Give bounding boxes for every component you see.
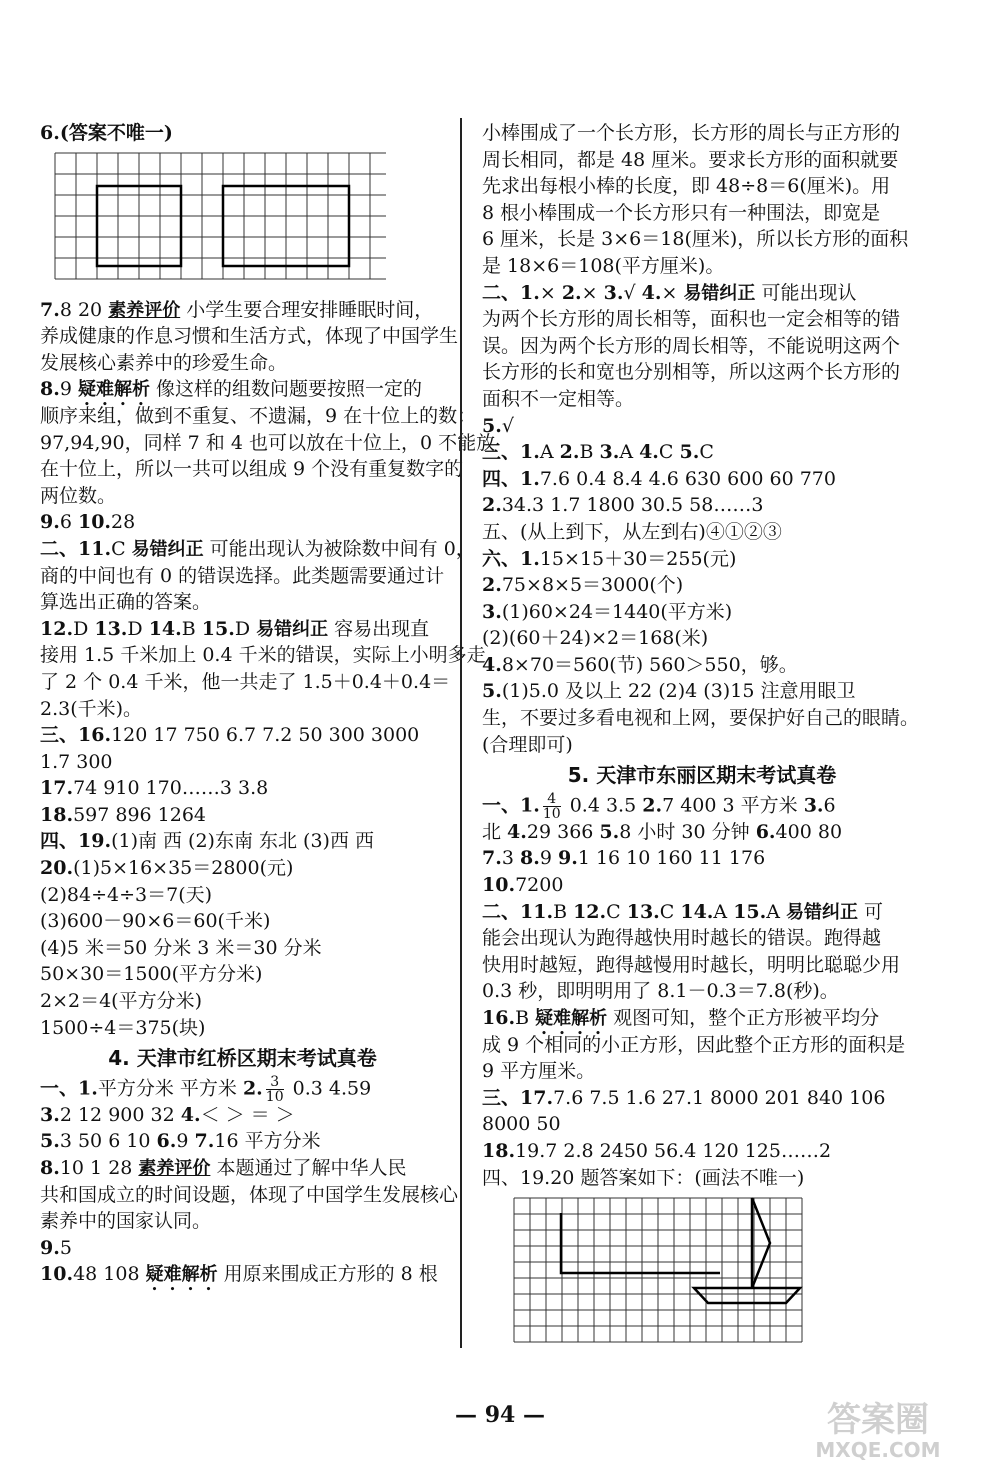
answer-line: 9.6 10.28 xyxy=(40,511,136,534)
left-answers-block-1 xyxy=(40,297,496,1042)
answer-line: 18.597 896 1264 xyxy=(40,803,207,826)
answer-line: 快用时越短，跑得越慢用时越长，明明比聪聪少用 xyxy=(482,953,901,976)
answer-line: 1500÷4＝375(块) xyxy=(40,1016,206,1039)
answer-line: (2)(60＋24)×2＝168(米) xyxy=(482,627,709,650)
answer-line: 养成健康的作息习惯和生活方式，体现了中国学生 xyxy=(40,325,459,348)
drawn-figure-trapezoid xyxy=(694,1288,800,1303)
answer-line: 了 2 个 0.4 千米，他一共走了 1.5＋0.4＋0.4＝ xyxy=(40,670,451,693)
left-column xyxy=(40,120,496,1288)
answer-line: 面积不一定相等。 xyxy=(482,387,635,410)
answer-line: 8.10 1 28 素养评价 本题通过了解中华人民 xyxy=(40,1157,407,1179)
answer-line: 两位数。 xyxy=(40,484,117,507)
answer-line: 6 厘米，长是 3×6＝18(厘米)，所以长方形的面积 xyxy=(482,228,909,251)
answer-line: 50×30＝1500(平方分米) xyxy=(40,963,263,986)
answer-line: 2.75×8×5＝3000(个) xyxy=(482,574,684,597)
column-divider xyxy=(460,118,462,1348)
answer-line: 能会出现认为跑得越快用时越长的错误。跑得越 xyxy=(482,927,882,950)
section-4-first-line: 一、1.平方分米 平方米 2. $\frac{3}{10}$ 0.3 4.59 xyxy=(40,1074,372,1106)
answer-line: 生，不要过多看电视和上网，要保护好自己的眼睛。 xyxy=(482,707,920,730)
answer-line: 5.(1)5.0 及以上 22 (2)4 (3)15 注意用眼卫 xyxy=(482,680,856,703)
answer-line: 9 平方厘米。 xyxy=(482,1060,596,1083)
answer-line: 在十位上，所以一共可以组成 9 个没有重复数字的 xyxy=(40,458,464,481)
right-column xyxy=(482,120,922,1351)
section-5-heading: 5. 天津市东丽区期末考试真卷 xyxy=(567,763,837,788)
answer-line: 五、(从上到下，从左到右)④①②③ xyxy=(482,520,782,543)
watermark-logo xyxy=(778,1395,978,1465)
answer-line: 1.7 300 xyxy=(40,750,113,773)
answer-line: 17.74 910 170……3 3.8 xyxy=(40,777,269,800)
answer-line: 18.19.7 2.8 2450 56.4 120 125……2 xyxy=(482,1139,832,1162)
answer-line: 二、11.C 易错纠正 可能出现认为被除数中间有 0， xyxy=(40,537,475,560)
answer-line: 算选出正确的答案。 xyxy=(40,591,212,614)
q19-20-grid-figure xyxy=(506,1195,826,1345)
answer-line: 六、1.15×15＋30＝255(元) xyxy=(482,547,737,570)
answer-line: 2.34.3 1.7 1800 30.5 58……3 xyxy=(482,494,764,517)
answer-line: 接用 1.5 千米加上 0.4 千米的错误，实际上小明多走 xyxy=(40,644,486,667)
answer-line: 9.5 xyxy=(40,1236,72,1259)
answer-line: 2.3(千米)。 xyxy=(40,697,143,720)
answer-line: (3)600－90×6＝60(千米) xyxy=(40,910,271,933)
right-answers-block-2 xyxy=(482,819,922,1191)
answer-line: 12.D 13.D 14.B 15.D 易错纠正 容易出现直 xyxy=(40,617,430,640)
answer-line: (2)84÷4÷3＝7(天) xyxy=(40,883,213,906)
q6-grid-figure xyxy=(46,151,386,291)
answer-line: 顺序来组，做到不重复、不遗漏，9 在十位上的数： xyxy=(40,404,477,427)
answer-line: 10.7200 xyxy=(482,874,564,897)
answer-line: 商的中间也有 0 的错误选择。此类题需要通过计 xyxy=(40,564,445,587)
answer-line: 3.(1)60×24＝1440(平方米) xyxy=(482,600,733,623)
answer-line: 四、19.(1)南 西 (2)东南 东北 (3)西 西 xyxy=(40,830,375,853)
answer-line: 周长相同，都是 48 厘米。要求长方形的面积就要 xyxy=(482,148,899,171)
page-number: — 94 — xyxy=(455,1402,545,1428)
svg-text:答案圈: 答案圈 xyxy=(827,1400,929,1440)
answer-line: 先求出每根小棒的长度，即 48÷8＝6(厘米)。用 xyxy=(482,175,891,198)
section-4-heading: 4. 天津市红桥区期末考试真卷 xyxy=(108,1046,377,1071)
answer-line: 16.B 疑难解析 观图可知，整个正方形被平均分 xyxy=(482,1007,880,1029)
answer-line: 3.2 12 900 32 4.＜ ＞ ＝ ＞ xyxy=(40,1103,295,1126)
answer-line: 8 根小棒围成一个长方形只有一种围法，即宽是 xyxy=(482,201,881,224)
answer-line: 共和国成立的时间设题，体现了中国学生发展核心 xyxy=(40,1183,459,1206)
answer-line: 三、1.A 2.B 3.A 4.C 5.C xyxy=(482,441,714,464)
answer-line: 误。因为两个长方形的周长相等，不能说明这两个 xyxy=(482,334,901,357)
answer-line: 二、1.× 2.× 3.√ 4.× 易错纠正 可能出现认 xyxy=(482,281,857,304)
drawn-figure-l-shape xyxy=(561,1213,720,1273)
right-answers-block-1 xyxy=(482,120,922,758)
q6-label: 6.(答案不唯一) xyxy=(40,122,173,144)
answer-line: 成 9 个相同的小正方形，因此整个正方形的面积是 xyxy=(482,1033,906,1056)
answer-line: 长方形的长和宽也分别相等，所以这两个长方形的 xyxy=(482,361,901,384)
answer-line: 北 4.29 366 5.8 小时 30 分钟 6.400 80 xyxy=(482,820,843,843)
answer-line: 2×2＝4(平方分米) xyxy=(40,990,203,1013)
fraction-4-10: $\frac{4}{10}$ xyxy=(542,791,561,823)
answer-line: 三、17.7.6 7.5 1.6 27.1 8000 201 840 106 xyxy=(482,1086,886,1109)
answer-line: 小棒围成了一个长方形，长方形的周长与正方形的 xyxy=(482,122,901,144)
answer-line: 7.3 8.9 9.1 16 10 160 11 176 xyxy=(482,847,766,870)
section-5-first-line: 一、1. $\frac{4}{10}$ 0.4 3.5 2.7 400 3 平方米 3.6 xyxy=(482,791,836,823)
answer-line: 8000 50 xyxy=(482,1113,561,1136)
answer-line: 10.48 108 疑难解析 用原来围成正方形的 8 根 xyxy=(40,1263,438,1286)
answer-line: 8.9 疑难解析 像这样的组数问题要按照一定的 xyxy=(40,378,423,401)
answer-line: 发展核心素养中的珍爱生命。 xyxy=(40,351,288,374)
answer-line: 为两个长方形的周长相等，面积也一定会相等的错 xyxy=(482,308,901,331)
answer-line: (4)5 米＝50 分米 3 米＝30 分米 xyxy=(40,936,322,959)
answer-line: 是 18×6＝108(平方厘米)。 xyxy=(482,254,725,277)
answer-line: 97,94,90，同样 7 和 4 也可以放在十位上，0 不能放 xyxy=(40,431,496,454)
fraction-3-10: $\frac{3}{10}$ xyxy=(265,1074,284,1106)
answer-line: 20.(1)5×16×35＝2800(元) xyxy=(40,857,294,880)
answer-line: 0.3 秒，即明明用了 8.1－0.3＝7.8(秒)。 xyxy=(482,980,839,1003)
answer-line: 5.√ xyxy=(482,414,514,437)
left-answers-block-2 xyxy=(40,1102,459,1288)
answer-line: 三、16.120 17 750 6.7 7.2 50 300 3000 xyxy=(40,724,420,747)
svg-text:MXQE.COM: MXQE.COM xyxy=(815,1438,941,1462)
answer-line: 7.8 20 素养评价 小学生要合理安排睡眠时间， xyxy=(40,298,434,321)
answer-line: 四、1.7.6 0.4 8.4 4.6 630 600 60 770 xyxy=(482,467,836,490)
drawn-figure-triangle xyxy=(752,1198,770,1288)
answer-line: 素养中的国家认同。 xyxy=(40,1210,212,1233)
answer-line: 4.8×70＝560(节) 560＞550，够。 xyxy=(482,653,798,676)
answer-line: (合理即可) xyxy=(482,733,573,756)
answer-line: 四、19.20 题答案如下：(画法不唯一) xyxy=(482,1166,805,1189)
answer-line: 二、11.B 12.C 13.C 14.A 15.A 易错纠正 可 xyxy=(482,900,884,923)
answer-line: 5.3 50 6 10 6.9 7.16 平方分米 xyxy=(40,1130,321,1153)
